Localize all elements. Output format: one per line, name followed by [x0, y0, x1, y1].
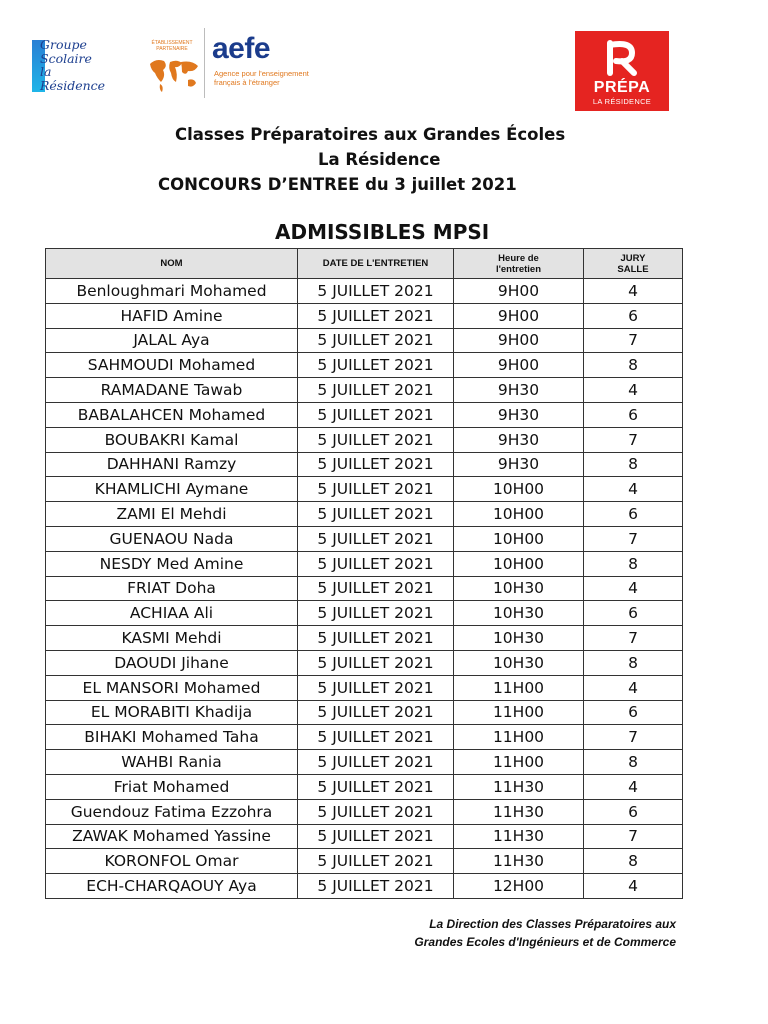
cell-jury: 6: [584, 502, 683, 527]
cell-nom: ECH-CHARQAOUY Aya: [46, 874, 298, 899]
cell-jury: 6: [584, 402, 683, 427]
cell-date: 5 JUILLET 2021: [298, 303, 454, 328]
cell-nom: EL MORABITI Khadija: [46, 700, 298, 725]
cell-heure: 11H00: [454, 675, 584, 700]
cell-jury: 8: [584, 650, 683, 675]
table-row: [46, 353, 683, 378]
cell-date: 5 JUILLET 2021: [298, 675, 454, 700]
table-row: [46, 502, 683, 527]
cell-heure: 10H30: [454, 601, 584, 626]
cell-nom: Benloughmari Mohamed: [46, 279, 298, 304]
footer-signature-line2: Grandes Ecoles d'Ingénieurs et de Commerce: [414, 935, 676, 949]
column-header-heure: Heure de l'entretien: [454, 249, 584, 279]
heading-classes: Classes Préparatoires aux Grandes Écoles: [175, 125, 566, 144]
table-row: [46, 452, 683, 477]
cell-nom: FRIAT Doha: [46, 576, 298, 601]
cell-jury: 7: [584, 626, 683, 651]
footer-signature-line1: La Direction des Classes Préparatoires aux: [429, 917, 676, 931]
cell-heure: 10H30: [454, 650, 584, 675]
cell-nom: Friat Mohamed: [46, 774, 298, 799]
cell-jury: 4: [584, 576, 683, 601]
cell-jury: 8: [584, 452, 683, 477]
cell-nom: GUENAOU Nada: [46, 526, 298, 551]
groupe-scolaire-wordmark: [40, 38, 105, 92]
cell-jury: 8: [584, 353, 683, 378]
table-row: [46, 774, 683, 799]
cell-heure: 10H00: [454, 502, 584, 527]
cell-heure: 11H30: [454, 849, 584, 874]
column-header-nom: NOM: [46, 249, 298, 279]
table-row: [46, 725, 683, 750]
cell-date: 5 JUILLET 2021: [298, 402, 454, 427]
cell-date: 5 JUILLET 2021: [298, 650, 454, 675]
table-row: [46, 551, 683, 576]
cell-date: 5 JUILLET 2021: [298, 427, 454, 452]
logo-separator: [204, 28, 205, 98]
cell-jury: 7: [584, 725, 683, 750]
cell-nom: KASMI Mehdi: [46, 626, 298, 651]
cell-heure: 9H00: [454, 279, 584, 304]
cell-nom: Guendouz Fatima Ezzohra: [46, 799, 298, 824]
cell-heure: 10H00: [454, 526, 584, 551]
table-row: [46, 303, 683, 328]
cell-heure: 9H30: [454, 378, 584, 403]
prepa-title: PRÉPA: [593, 79, 651, 96]
aefe-logo: [140, 28, 310, 102]
cell-heure: 10H30: [454, 576, 584, 601]
cell-date: 5 JUILLET 2021: [298, 601, 454, 626]
cell-date: 5 JUILLET 2021: [298, 452, 454, 477]
cell-heure: 11H30: [454, 774, 584, 799]
cell-nom: WAHBI Rania: [46, 750, 298, 775]
cell-nom: BABALAHCEN Mohamed: [46, 402, 298, 427]
cell-nom: ACHIAA Ali: [46, 601, 298, 626]
cell-date: 5 JUILLET 2021: [298, 626, 454, 651]
cell-date: 5 JUILLET 2021: [298, 849, 454, 874]
prepa-logo: [575, 31, 669, 111]
column-header-jury: JURY SALLE: [584, 249, 683, 279]
cell-heure: 9H00: [454, 353, 584, 378]
cell-date: 5 JUILLET 2021: [298, 576, 454, 601]
cell-jury: 4: [584, 874, 683, 899]
cell-nom: HAFID Amine: [46, 303, 298, 328]
cell-date: 5 JUILLET 2021: [298, 279, 454, 304]
page-title: ADMISSIBLES MPSI: [275, 220, 490, 244]
table-row: [46, 526, 683, 551]
cell-jury: 7: [584, 526, 683, 551]
cell-nom: KORONFOL Omar: [46, 849, 298, 874]
table-row: [46, 427, 683, 452]
aefe-wordmark: aefe: [212, 32, 271, 65]
cell-jury: 7: [584, 427, 683, 452]
cell-jury: 6: [584, 601, 683, 626]
cell-date: 5 JUILLET 2021: [298, 477, 454, 502]
table-row: [46, 402, 683, 427]
cell-jury: 4: [584, 477, 683, 502]
logo-line: Groupe: [40, 37, 87, 52]
cell-heure: 10H00: [454, 551, 584, 576]
cell-date: 5 JUILLET 2021: [298, 750, 454, 775]
aefe-tagline: Agence pour l'enseignement français à l'étranger: [214, 69, 309, 87]
cell-jury: 8: [584, 849, 683, 874]
table-row: [46, 601, 683, 626]
cell-date: 5 JUILLET 2021: [298, 353, 454, 378]
table-row: [46, 650, 683, 675]
cell-jury: 7: [584, 328, 683, 353]
cell-heure: 9H00: [454, 303, 584, 328]
table-row: [46, 328, 683, 353]
cell-jury: 6: [584, 303, 683, 328]
logo-line: la: [40, 64, 52, 79]
cell-date: 5 JUILLET 2021: [298, 824, 454, 849]
table-row: [46, 378, 683, 403]
cell-date: 5 JUILLET 2021: [298, 799, 454, 824]
cell-nom: SAHMOUDI Mohamed: [46, 353, 298, 378]
table-row: [46, 849, 683, 874]
table-row: [46, 750, 683, 775]
logo-line: Scolaire: [40, 50, 92, 66]
cell-date: 5 JUILLET 2021: [298, 700, 454, 725]
table-row: [46, 824, 683, 849]
cell-nom: DAHHANI Ramzy: [46, 452, 298, 477]
cell-nom: EL MANSORI Mohamed: [46, 675, 298, 700]
cell-nom: NESDY Med Amine: [46, 551, 298, 576]
cell-heure: 9H30: [454, 427, 584, 452]
table-row: [46, 576, 683, 601]
cell-heure: 9H30: [454, 452, 584, 477]
table-row: [46, 477, 683, 502]
cell-date: 5 JUILLET 2021: [298, 328, 454, 353]
cell-date: 5 JUILLET 2021: [298, 874, 454, 899]
prepa-monogram-icon: [602, 39, 642, 77]
heading-concours: CONCOURS D’ENTREE du 3 juillet 2021: [158, 175, 517, 194]
cell-jury: 6: [584, 700, 683, 725]
cell-heure: 12H00: [454, 874, 584, 899]
cell-nom: RAMADANE Tawab: [46, 378, 298, 403]
cell-nom: JALAL Aya: [46, 328, 298, 353]
cell-jury: 7: [584, 824, 683, 849]
cell-heure: 10H30: [454, 626, 584, 651]
cell-nom: ZAMI El Mehdi: [46, 502, 298, 527]
cell-date: 5 JUILLET 2021: [298, 526, 454, 551]
cell-date: 5 JUILLET 2021: [298, 725, 454, 750]
cell-heure: 11H30: [454, 824, 584, 849]
admissibles-table: [45, 248, 683, 899]
cell-jury: 6: [584, 799, 683, 824]
cell-jury: 8: [584, 750, 683, 775]
cell-jury: 4: [584, 774, 683, 799]
cell-nom: BOUBAKRI Kamal: [46, 427, 298, 452]
world-map-icon: [146, 56, 200, 94]
column-header-date: DATE DE L'ENTRETIEN: [298, 249, 454, 279]
table-row: [46, 799, 683, 824]
table-row: [46, 279, 683, 304]
cell-nom: KHAMLICHI Aymane: [46, 477, 298, 502]
heading-residence: La Résidence: [318, 150, 441, 169]
cell-heure: 11H00: [454, 750, 584, 775]
prepa-subtitle: LA RÉSIDENCE: [592, 97, 652, 106]
cell-heure: 11H30: [454, 799, 584, 824]
cell-nom: ZAWAK Mohamed Yassine: [46, 824, 298, 849]
table-row: [46, 700, 683, 725]
cell-date: 5 JUILLET 2021: [298, 774, 454, 799]
cell-jury: 8: [584, 551, 683, 576]
cell-jury: 4: [584, 279, 683, 304]
table-row: [46, 874, 683, 899]
cell-heure: 11H00: [454, 725, 584, 750]
logo-line: Résidence: [40, 77, 106, 93]
cell-heure: 11H00: [454, 700, 584, 725]
cell-heure: 9H00: [454, 328, 584, 353]
cell-nom: DAOUDI Jihane: [46, 650, 298, 675]
cell-heure: 9H30: [454, 402, 584, 427]
table-row: [46, 675, 683, 700]
cell-date: 5 JUILLET 2021: [298, 551, 454, 576]
groupe-scolaire-logo: [32, 38, 122, 96]
cell-jury: 4: [584, 378, 683, 403]
cell-date: 5 JUILLET 2021: [298, 502, 454, 527]
table-header-row: [46, 249, 683, 279]
cell-date: 5 JUILLET 2021: [298, 378, 454, 403]
cell-nom: BIHAKI Mohamed Taha: [46, 725, 298, 750]
table-row: [46, 626, 683, 651]
aefe-partner-label: ÉTABLISSEMENT PARTENAIRE: [151, 40, 193, 52]
cell-jury: 4: [584, 675, 683, 700]
cell-heure: 10H00: [454, 477, 584, 502]
